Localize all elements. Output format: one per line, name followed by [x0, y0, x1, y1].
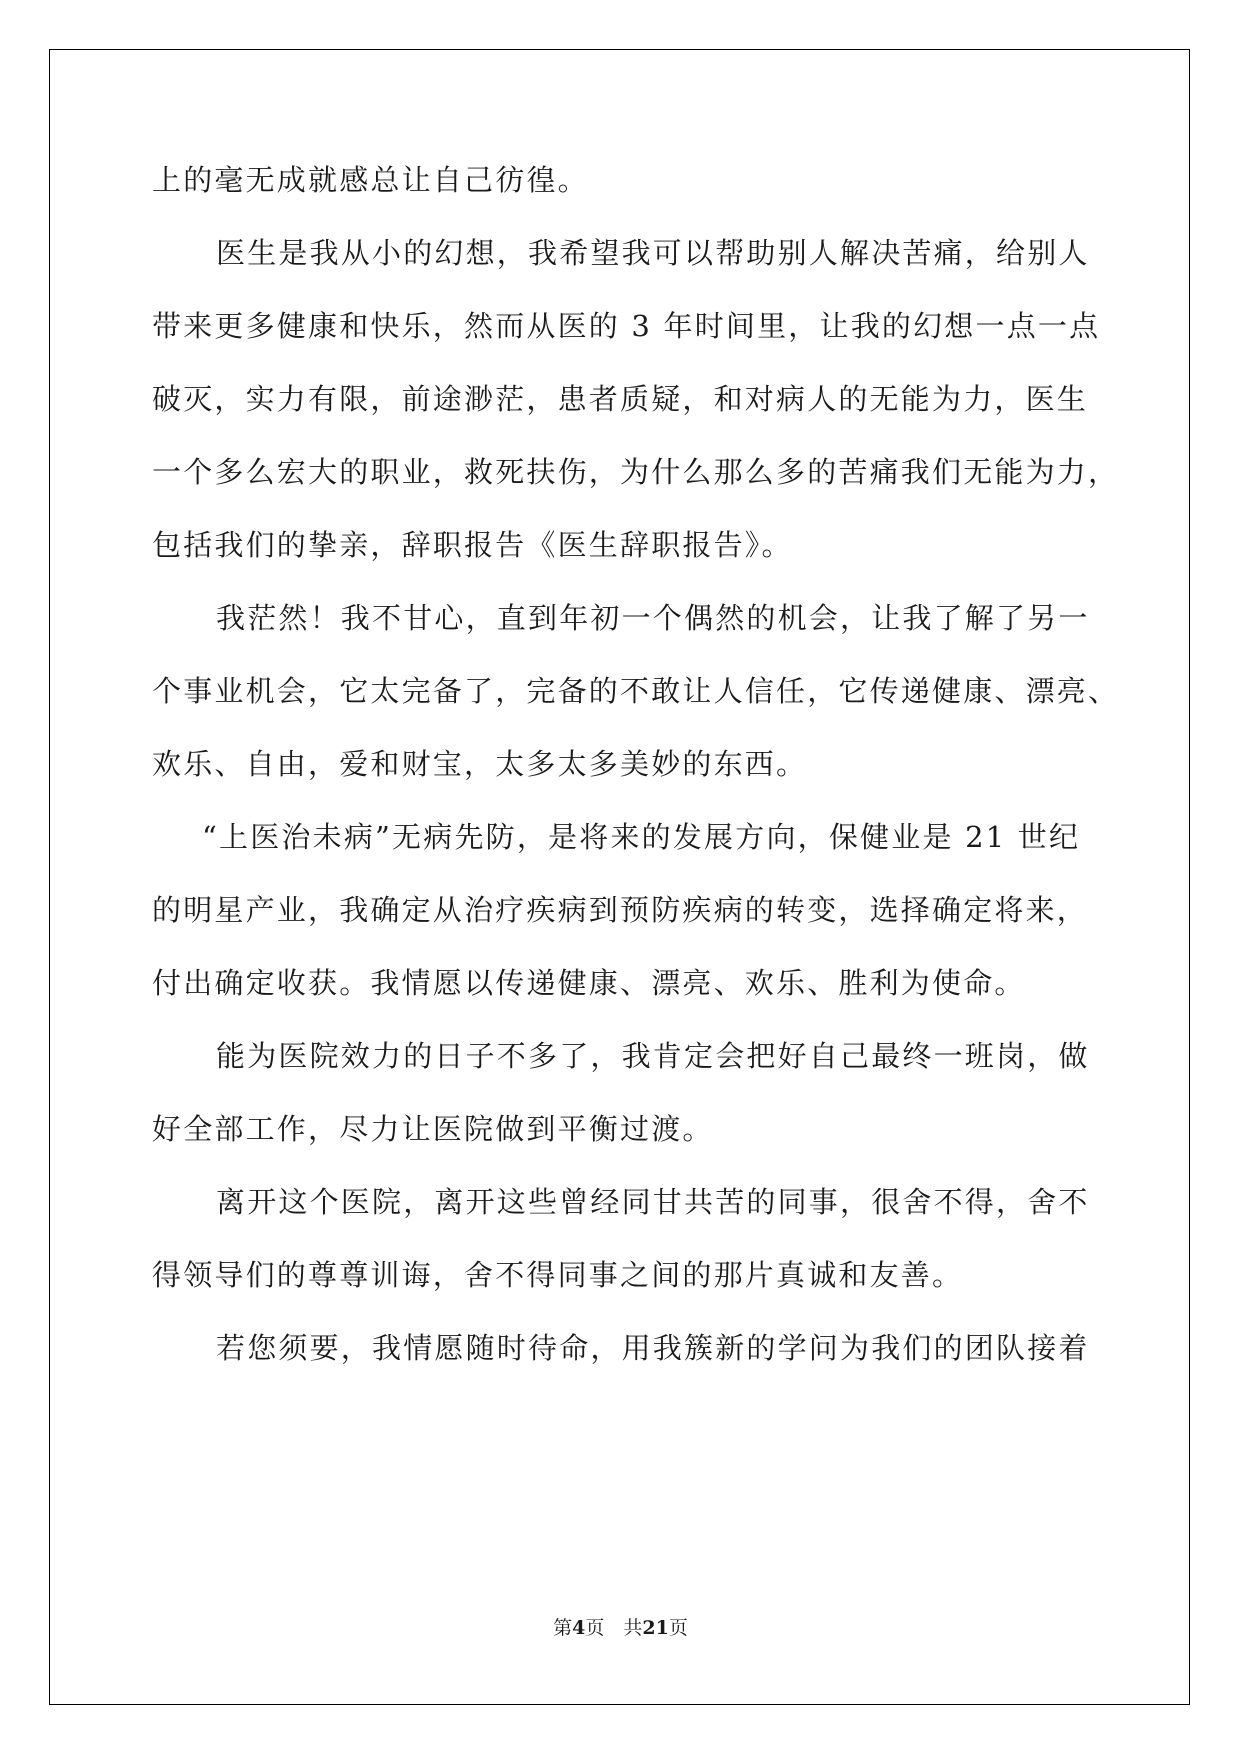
text-line: 包括我们的挚亲，辞职报告《医生辞职报告》。: [152, 528, 793, 562]
text-line: 个事业机会，它太完备了，完备的不敢让人信任，它传递健康、漂亮、: [152, 674, 1120, 708]
total-page-count: 21: [642, 1617, 669, 1639]
footer-prefix: 第: [553, 1617, 573, 1639]
text-line: 医生是我从小的幻想，我希望我可以帮助别人解决苦痛，给别人: [216, 236, 1090, 270]
text-line: “上医治未病”无病先防，是将来的发展方向，保健业是 21 世纪: [202, 820, 1081, 854]
text-line: 我茫然！我不甘心，直到年初一个偶然的机会，让我了解了另一: [216, 601, 1090, 635]
text-line: 得领导们的尊尊训诲，舍不得同事之间的那片真诚和友善。: [152, 1258, 964, 1292]
text-line: 好全部工作，尽力让医院做到平衡过渡。: [152, 1112, 714, 1146]
footer-suffix: 页: [668, 1617, 688, 1639]
text-line: 欢乐、自由，爱和财宝，太多太多美妙的东西。: [152, 747, 808, 781]
text-line: 离开这个医院，离开这些曾经同甘共苦的同事，很舍不得，舍不: [216, 1185, 1090, 1219]
text-line: 带来更多健康和快乐，然而从医的 3 年时间里，让我的幻想一点一点: [152, 309, 1101, 343]
footer-middle: 页 共: [585, 1617, 643, 1639]
text-line: 上的毫无成就感总让自己彷徨。: [152, 163, 589, 197]
text-line: 破灭，实力有限，前途渺茫，患者质疑，和对病人的无能为力，医生: [152, 382, 1089, 416]
current-page-number: 4: [572, 1617, 586, 1639]
text-line: 一个多么宏大的职业，救死扶伤，为什么那么多的苦痛我们无能为力，: [152, 455, 1120, 489]
text-line: 的明星产业，我确定从治疗疾病到预防疾病的转变，选择确定将来，: [152, 893, 1089, 927]
text-line: 能为医院效力的日子不多了，我肯定会把好自己最终一班岗，做: [216, 1039, 1090, 1073]
page-footer: [0, 1616, 1241, 1640]
text-line: 若您须要，我情愿随时待命，用我簇新的学问为我们的团队接着: [216, 1331, 1090, 1365]
text-line: 付出确定收获。我情愿以传递健康、漂亮、欢乐、胜利为使命。: [152, 966, 1026, 1000]
page-border: [49, 49, 1190, 1705]
